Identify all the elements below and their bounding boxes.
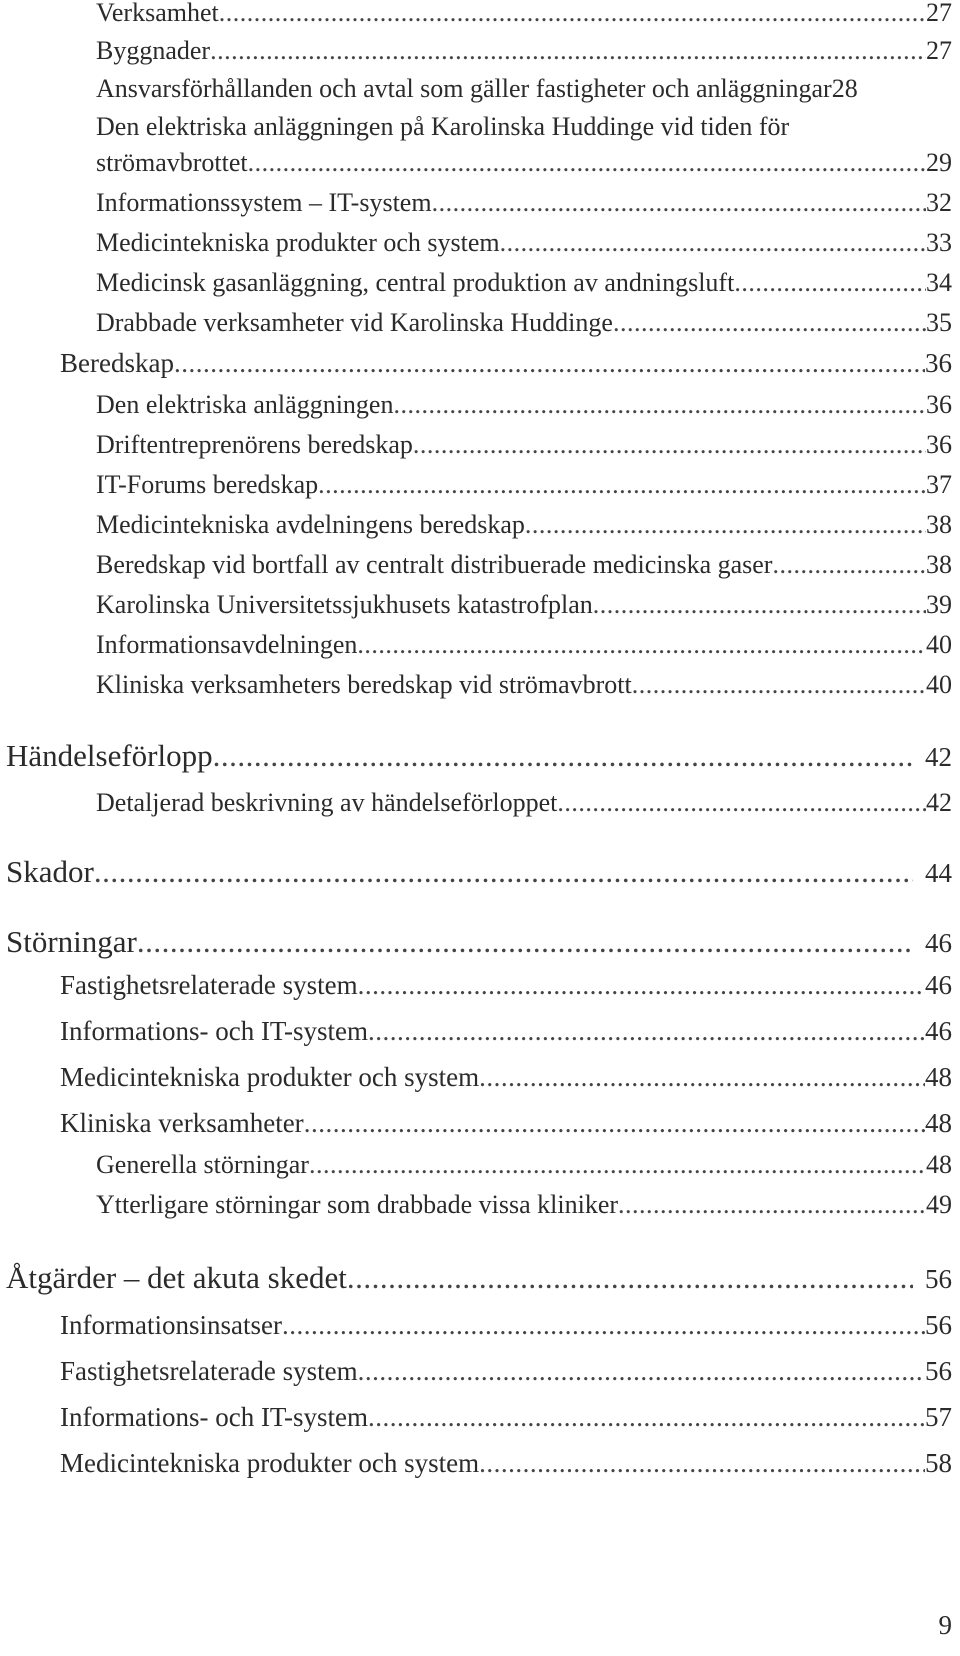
toc-entry-label: Informationssystem – IT-system	[96, 188, 432, 217]
toc-entry-page: 48	[925, 1062, 952, 1092]
toc-entry-page: 40	[926, 670, 952, 699]
toc-entry-label: Störningar	[6, 924, 137, 959]
toc-entry-label: Medicintekniska produkter och system	[60, 1062, 480, 1092]
toc-entry	[96, 268, 952, 298]
toc-entry-label: Driftentreprenörens beredskap	[96, 430, 413, 459]
toc-entry-label: Medicintekniska produkter och system	[60, 1448, 480, 1478]
toc-entry-label: Fastighetsrelaterade system	[60, 1356, 358, 1386]
toc-entry-label: Byggnader	[96, 36, 211, 65]
toc-leader-dots	[593, 590, 926, 620]
toc-entry-label: Åtgärder – det akuta skedet	[6, 1260, 347, 1295]
toc-leader-dots	[94, 854, 913, 890]
toc-entry-label: Generella störningar	[96, 1150, 309, 1179]
toc-leader-dots	[174, 348, 925, 379]
toc-leader-dots	[393, 390, 926, 420]
toc-entry	[96, 590, 952, 620]
toc-leader-dots	[219, 0, 926, 28]
toc-leader-dots	[304, 1108, 925, 1139]
toc-entry-page: 32	[926, 188, 952, 217]
toc-entry-label: Informationsavdelningen	[96, 630, 358, 659]
toc-entry	[6, 738, 952, 774]
page-number: 9	[938, 1610, 952, 1640]
toc-leader-dots	[357, 630, 926, 660]
toc-leader-dots	[210, 36, 926, 66]
toc-entry	[96, 36, 952, 66]
toc-entry	[96, 228, 952, 258]
toc-entry	[6, 924, 952, 960]
toc-entry-page: 39	[926, 590, 952, 619]
toc-entry-label: Händelseförlopp	[6, 738, 213, 773]
toc-entry-label: Kliniska verksamheter	[60, 1108, 304, 1138]
toc-entry-label: Informationsinsatser	[60, 1310, 282, 1340]
toc-leader-dots	[137, 924, 913, 960]
toc-entry-page: 35	[926, 308, 952, 337]
toc-entry	[96, 510, 952, 540]
toc-entry	[6, 1260, 952, 1296]
toc-entry	[96, 74, 952, 104]
toc-entry-label: Kliniska verksamheters beredskap vid strömavbrott	[96, 670, 632, 699]
toc-entry-page: 38	[926, 550, 952, 579]
toc-leader-dots	[368, 1016, 925, 1047]
toc-entry-page: 46	[925, 1016, 952, 1046]
toc-leader-dots	[347, 1260, 913, 1296]
toc-leader-dots	[368, 1402, 925, 1433]
toc-leader-dots	[413, 430, 926, 460]
toc-leader-dots	[500, 228, 926, 258]
toc-entry-page: 29	[926, 148, 952, 177]
toc-entry	[60, 970, 952, 1001]
toc-leader-dots	[479, 1062, 925, 1093]
toc-entry-label: Karolinska Universitetssjukhusets katastrofplan	[96, 590, 593, 619]
toc-entry	[60, 1356, 952, 1387]
toc-entry	[96, 430, 952, 460]
toc-entry-label: Den elektriska anläggningen på Karolinska Huddinge vid tiden för	[96, 112, 790, 141]
toc-leader-dots	[613, 308, 926, 338]
toc-leader-dots	[618, 1190, 926, 1220]
toc-leader-dots	[479, 1448, 925, 1479]
toc-entry	[96, 308, 952, 338]
toc-entry	[96, 1150, 952, 1180]
toc-entry-label: Informations- och IT-system	[60, 1402, 368, 1432]
toc-entry-page: 48	[926, 1150, 952, 1179]
toc-entry-label: Medicinsk gasanläggning, central produktion av andningsluft	[96, 268, 735, 297]
toc-entry	[60, 1448, 952, 1479]
toc-entry-page: 56	[925, 1264, 952, 1294]
toc-entry-page: 28	[831, 74, 858, 103]
toc-entry	[60, 1402, 952, 1433]
toc-leader-dots	[213, 738, 913, 774]
toc-entry	[6, 854, 952, 890]
toc-entry-label: Den elektriska anläggningen	[96, 390, 394, 419]
toc-leader-dots	[432, 188, 926, 218]
toc-leader-dots	[358, 970, 925, 1001]
toc-entry-label: Medicintekniska produkter och system	[96, 228, 500, 257]
toc-entry-label: Beredskap	[60, 348, 174, 378]
toc-entry	[96, 1190, 952, 1220]
toc-entry-label: Ansvarsförhållanden och avtal som gäller fastigheter och anläggningar	[96, 74, 832, 103]
toc-entry-page: 40	[926, 630, 952, 659]
toc-entry	[60, 1016, 952, 1047]
toc-entry-label: Ytterligare störningar som drabbade vissa kliniker	[96, 1190, 619, 1219]
toc-entry	[96, 188, 952, 218]
toc-leader-dots	[282, 1310, 925, 1341]
toc-entry	[96, 788, 952, 818]
toc-entry-label: Drabbade verksamheter vid Karolinska Huddinge	[96, 308, 613, 337]
toc-leader-dots	[525, 510, 926, 540]
toc-entry-label: IT-Forums beredskap	[96, 470, 319, 499]
toc-entry	[96, 390, 952, 420]
toc-leader-dots	[772, 550, 926, 580]
toc-entry	[96, 112, 952, 142]
toc-entry-page: 56	[925, 1310, 952, 1340]
toc-entry	[60, 1062, 952, 1093]
toc-entry-page: 36	[926, 430, 952, 459]
toc-entry-page: 57	[925, 1402, 952, 1432]
toc-entry-label: Fastighetsrelaterade system	[60, 970, 358, 1000]
toc-entry-page: 36	[925, 348, 952, 378]
toc-entry-page: 33	[926, 228, 952, 257]
toc-entry-page: 36	[926, 390, 952, 419]
toc-entry-page: 37	[926, 470, 952, 499]
toc-leader-dots	[318, 470, 926, 500]
toc-entry	[96, 470, 952, 500]
toc-leader-dots	[248, 148, 926, 178]
toc-entry-page: 49	[926, 1190, 952, 1219]
toc-entry-page: 46	[925, 928, 952, 958]
toc-entry-page: 44	[925, 858, 952, 888]
toc-entry-label: Beredskap vid bortfall av centralt distribuerade medicinska gaser	[96, 550, 773, 579]
toc-entry	[96, 0, 952, 28]
toc-entry-page: 58	[925, 1448, 952, 1478]
toc-entry-page: 38	[926, 510, 952, 539]
toc-entry	[60, 348, 952, 379]
toc-entry-label: Informations- och IT-system	[60, 1016, 368, 1046]
toc-leader-dots	[632, 670, 926, 700]
toc-entry-page: 42	[925, 742, 952, 772]
toc-entry-label: Skador	[6, 854, 94, 889]
toc-entry-label: strömavbrottet	[96, 148, 248, 177]
toc-entry-page: 27	[926, 0, 952, 27]
toc-entry-page: 34	[926, 268, 952, 297]
toc-entry	[96, 630, 952, 660]
toc-leader-dots	[358, 1356, 925, 1387]
toc-leader-dots	[734, 268, 926, 298]
toc-entry-label: Verksamhet	[96, 0, 219, 27]
toc-entry-page: 42	[926, 788, 952, 817]
toc-entry	[60, 1310, 952, 1341]
toc-leader-dots	[309, 1150, 926, 1180]
toc-entry-label: Detaljerad beskrivning av händelseförloppet	[96, 788, 558, 817]
toc-entry-page: 48	[925, 1108, 952, 1138]
toc-entry	[60, 1108, 952, 1139]
toc-entry-page: 56	[925, 1356, 952, 1386]
toc-entry	[96, 670, 952, 700]
toc-leader-dots	[557, 788, 926, 818]
toc-entry	[96, 550, 952, 580]
toc-entry-label: Medicintekniska avdelningens beredskap	[96, 510, 525, 539]
toc-entry	[96, 148, 952, 178]
toc-entry-page: 27	[926, 36, 952, 65]
toc-entry-page: 46	[925, 970, 952, 1000]
